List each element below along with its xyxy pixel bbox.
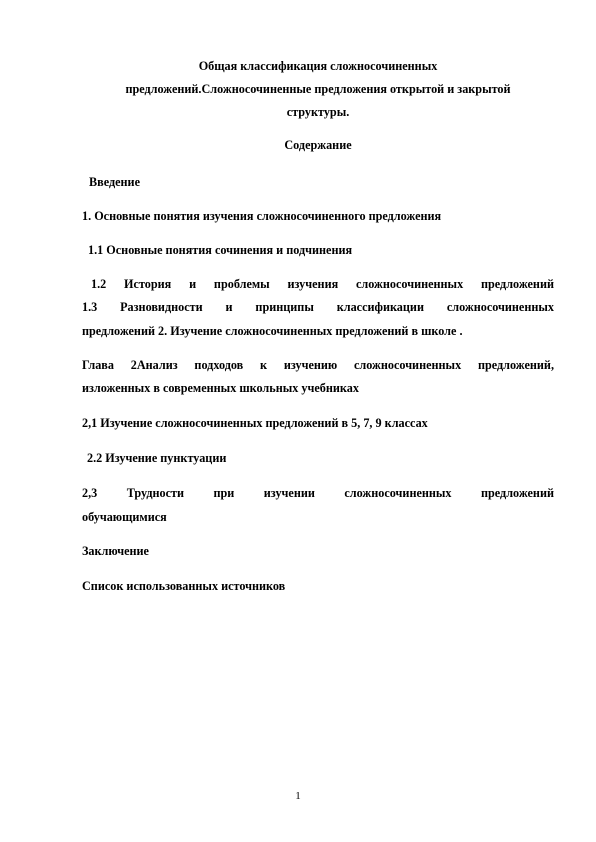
toc-item-chapter-1: 1. Основные понятия изучения сложносочиненного предложения — [82, 209, 442, 223]
toc-item-1-1: 1.1 Основные понятия сочинения и подчинения — [88, 243, 353, 257]
toc-item-1-3: 1.3 Разновидности и принципы классификации сложносочиненных — [82, 300, 554, 314]
toc-item-chapter-2: Глава 2Анализ подходов к изучению сложносочиненных предложений, — [82, 358, 554, 372]
document-title — [82, 55, 554, 124]
toc-item-sources: Список использованных источников — [82, 579, 286, 593]
contents-heading: Содержание — [284, 138, 352, 152]
toc-item-2-2: 2.2 Изучение пунктуации — [87, 451, 227, 465]
title-line-1: Общая классификация сложносочиненных — [198, 59, 438, 73]
toc-item-1-3-continued: предложений 2. Изучение сложносочиненных предложений в школе . — [82, 324, 463, 338]
title-line-2: предложений.Сложносочиненные предложения открытой и закрытой — [125, 82, 511, 96]
page-number: 1 — [295, 790, 301, 802]
toc-item-2-3-continued: обучающимися — [82, 510, 167, 524]
toc-item-2-1: 2,1 Изучение сложносочиненных предложений в 5, 7, 9 классах — [82, 416, 428, 430]
title-line-3: структуры. — [286, 105, 350, 119]
toc-item-chapter-2-continued: изложенных в современных школьных учебниках — [82, 381, 359, 395]
toc-item-conclusion: Заключение — [82, 544, 149, 558]
toc-item-1-2: 1.2 История и проблемы изучения сложносочиненных предложений — [91, 277, 554, 291]
toc-item-intro: Введение — [89, 175, 140, 189]
toc-item-2-3: 2,3 Трудности при изучении сложносочиненных предложений — [82, 486, 554, 500]
